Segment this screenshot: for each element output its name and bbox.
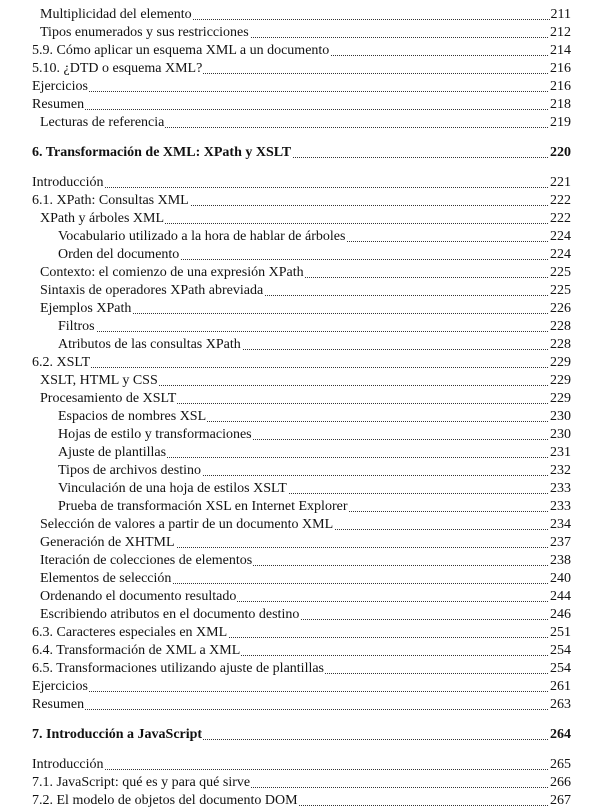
page-number: 237 (550, 535, 571, 550)
toc-entry (0, 444, 600, 462)
toc-entry (0, 660, 600, 678)
toc-entry (0, 516, 600, 534)
page-number: 228 (550, 319, 571, 334)
toc-entry (0, 174, 600, 192)
toc-entry (0, 318, 600, 336)
toc-entry-title: Multiplicidad del elemento (40, 7, 192, 22)
page-number: 224 (550, 247, 571, 262)
toc-entry (0, 552, 600, 570)
toc-entry-title: Resumen (32, 97, 85, 112)
toc-entry (0, 426, 600, 444)
toc-entry-title: Sintaxis de operadores XPath abreviada (40, 283, 264, 298)
toc-entry (0, 606, 600, 624)
toc-entry (0, 42, 600, 60)
toc-entry (0, 24, 600, 42)
toc-entry-title: Generación de XHTML (40, 535, 175, 550)
toc-entry (0, 624, 600, 642)
toc-entry-title: Escribiendo atributos en el documento destino (40, 607, 300, 622)
toc-entry-title: Tipos de archivos destino (58, 463, 201, 478)
toc-entry (0, 678, 600, 696)
toc-entry-title: XPath y árboles XML (40, 211, 165, 226)
toc-entry (0, 792, 600, 810)
toc-entry-title: 6.2. XSLT (32, 355, 91, 370)
page-number: 222 (550, 193, 571, 208)
page-number: 263 (550, 697, 571, 712)
toc-entry-title: Introducción (32, 757, 104, 772)
toc-entry-title: Introducción (32, 175, 104, 190)
dot-leader (32, 187, 560, 188)
dot-leader (32, 769, 560, 770)
toc-entry (0, 462, 600, 480)
page-number: 234 (550, 517, 571, 532)
toc-entry-title: Procesamiento de XSLT (40, 391, 177, 406)
page-number: 251 (550, 625, 571, 640)
toc-entry (0, 282, 600, 300)
toc-entry (0, 354, 600, 372)
page-number: 261 (550, 679, 571, 694)
toc-entry (0, 588, 600, 606)
page-number: 264 (550, 727, 571, 742)
toc-entry (0, 498, 600, 516)
toc-entry-title: 7.1. JavaScript: qué es y para qué sirve (32, 775, 251, 790)
toc-entry-title: Ordenando el documento resultado (40, 589, 237, 604)
dot-leader (32, 91, 560, 92)
page-number: 254 (550, 643, 571, 658)
toc-entry (0, 774, 600, 792)
page-number: 225 (550, 265, 571, 280)
toc-entry-title: 5.9. Cómo aplicar un esquema XML a un documento (32, 43, 330, 58)
toc-entry (0, 228, 600, 246)
page-number: 225 (550, 283, 571, 298)
toc-entry (0, 6, 600, 24)
chapter-heading-row (0, 726, 600, 744)
dot-leader (32, 367, 560, 368)
page-number: 240 (550, 571, 571, 586)
toc-entry (0, 534, 600, 552)
page-number: 254 (550, 661, 571, 676)
page-number: 230 (550, 427, 571, 442)
page-number: 216 (550, 61, 571, 76)
toc-entry-title: Ejercicios (32, 79, 88, 94)
toc-entry (0, 642, 600, 660)
chapter-heading-row (0, 144, 600, 162)
page-number: 231 (550, 445, 571, 460)
toc-entry (0, 78, 600, 96)
toc-entry-title: Ejemplos XPath (40, 301, 132, 316)
toc-entry (0, 390, 600, 408)
page-number: 246 (550, 607, 571, 622)
page-number: 219 (550, 115, 571, 130)
toc-entry-title: XSLT, HTML y CSS (40, 373, 158, 388)
toc-entry (0, 210, 600, 228)
toc-entry-title: 5.10. ¿DTD o esquema XML? (32, 61, 203, 76)
toc-entry-title: Prueba de transformación XSL en Internet Explorer (58, 499, 348, 514)
page-number: 214 (550, 43, 571, 58)
page-number: 222 (550, 211, 571, 226)
toc-entry-title: 7.2. El modelo de objetos del documento DOM (32, 793, 298, 808)
toc-entry-title: Atributos de las consultas XPath (58, 337, 241, 352)
page-number: 228 (550, 337, 571, 352)
toc-entry-title: Elementos de selección (40, 571, 172, 586)
table-of-contents (0, 6, 600, 810)
page-number: 229 (550, 391, 571, 406)
toc-entry-title: 6.3. Caracteres especiales en XML (32, 625, 228, 640)
page-number: 233 (550, 481, 571, 496)
page-number: 220 (550, 145, 571, 160)
page-number: 233 (550, 499, 571, 514)
page-number: 211 (550, 7, 571, 22)
toc-entry-title: Vocabulario utilizado a la hora de hablar de árboles (58, 229, 346, 244)
dot-leader (32, 691, 560, 692)
dot-leader (58, 331, 560, 332)
page-number: 267 (550, 793, 571, 808)
page-number: 221 (550, 175, 571, 190)
toc-entry (0, 756, 600, 774)
page-number: 226 (550, 301, 571, 316)
dot-leader (32, 109, 560, 110)
page-number: 265 (550, 757, 571, 772)
dot-leader (32, 709, 560, 710)
toc-entry (0, 336, 600, 354)
page-number: 230 (550, 409, 571, 424)
page-number: 229 (550, 355, 571, 370)
page-number: 244 (550, 589, 571, 604)
page-number: 218 (550, 97, 571, 112)
page-number: 229 (550, 373, 571, 388)
page-number: 232 (550, 463, 571, 478)
page-number: 212 (550, 25, 571, 40)
page-number: 224 (550, 229, 571, 244)
toc-entry-title: Ajuste de plantillas (58, 445, 167, 460)
toc-entry-title: Vinculación de una hoja de estilos XSLT (58, 481, 287, 496)
toc-entry (0, 114, 600, 132)
chapter-title: 6. Transformación de XML: XPath y XSLT (32, 145, 292, 160)
toc-entry (0, 96, 600, 114)
toc-entry-title: Hojas de estilo y transformaciones (58, 427, 252, 442)
toc-entry-title: Ejercicios (32, 679, 88, 694)
toc-entry-title: Tipos enumerados y sus restricciones (40, 25, 249, 40)
toc-entry-title: Orden del documento (58, 247, 180, 262)
toc-entry (0, 300, 600, 318)
toc-entry-title: Iteración de colecciones de elementos (40, 553, 253, 568)
toc-entry-title: 6.1. XPath: Consultas XML (32, 193, 189, 208)
toc-entry (0, 372, 600, 390)
toc-entry (0, 696, 600, 714)
toc-entry (0, 480, 600, 498)
toc-entry-title: Lecturas de referencia (40, 115, 165, 130)
toc-entry (0, 570, 600, 588)
toc-entry (0, 264, 600, 282)
toc-entry (0, 246, 600, 264)
page-number: 266 (550, 775, 571, 790)
toc-entry-title: Contexto: el comienzo de una expresión XPath (40, 265, 304, 280)
toc-entry-title: Filtros (58, 319, 95, 334)
toc-entry-title: 6.4. Transformación de XML a XML (32, 643, 241, 658)
toc-entry-title: Selección de valores a partir de un documento XML (40, 517, 334, 532)
toc-entry (0, 192, 600, 210)
page-number: 238 (550, 553, 571, 568)
toc-entry-title: 6.5. Transformaciones utilizando ajuste de plantillas (32, 661, 325, 676)
toc-entry-title: Resumen (32, 697, 85, 712)
chapter-title: 7. Introducción a JavaScript (32, 727, 203, 742)
toc-entry (0, 408, 600, 426)
toc-entry-title: Espacios de nombres XSL (58, 409, 207, 424)
toc-entry (0, 60, 600, 78)
page-number: 216 (550, 79, 571, 94)
